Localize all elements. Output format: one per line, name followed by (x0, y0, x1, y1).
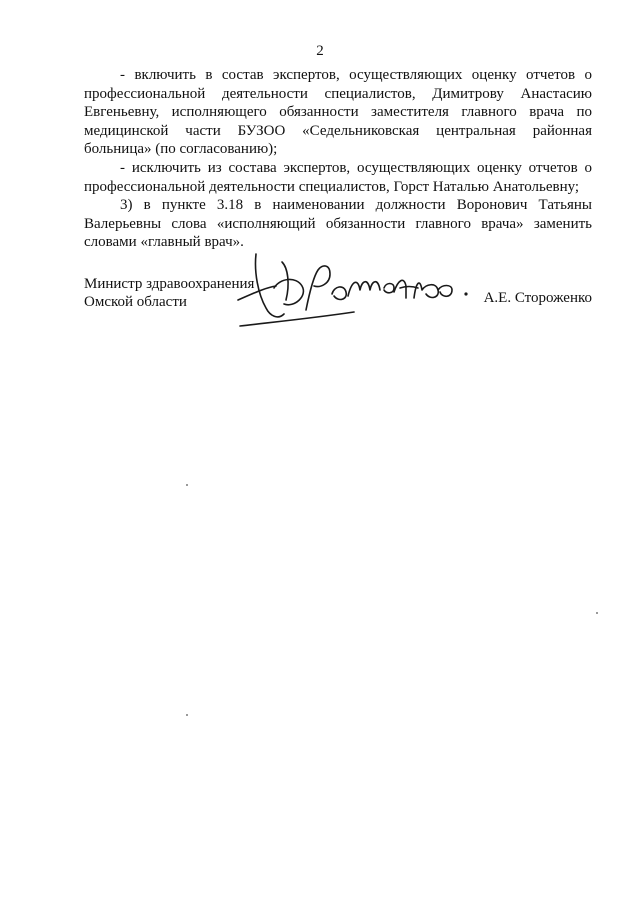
scan-speck (186, 714, 188, 716)
signatory-title (84, 275, 254, 311)
signature-block (84, 275, 592, 335)
scan-speck (186, 484, 188, 486)
signatory-name: А.Е. Стороженко (483, 290, 592, 306)
paragraph-include-expert: - включить в состав экспертов, осуществляющих оценку отчетов о профессиональной деятельности специалистов, Димитрову Анастасию Евгеньевну, исполняющего обязанности заместителя главного врача по медицинской части БУЗОО «Седельниковская центральная районная больница» (по согласованию); (84, 67, 592, 158)
paragraph-item-3: 3) в пункте 3.18 в наименовании должности Воронович Татьяны Валерьевны слова «исполняющий обязанности главного врача» заменить словами «главный врач». (84, 197, 592, 251)
signatory-title-line2: Омской области (84, 294, 187, 310)
scan-speck (596, 612, 598, 614)
signatory-title-line1: Министр здравоохранения (84, 276, 255, 292)
handwritten-signature (234, 250, 474, 332)
document-body (84, 66, 592, 252)
page-number: 2 (316, 43, 324, 59)
paragraph-exclude-expert: - исключить из состава экспертов, осуществляющих оценку отчетов о профессиональной деятельности специалистов, Горст Наталью Анатольевну; (84, 159, 592, 195)
